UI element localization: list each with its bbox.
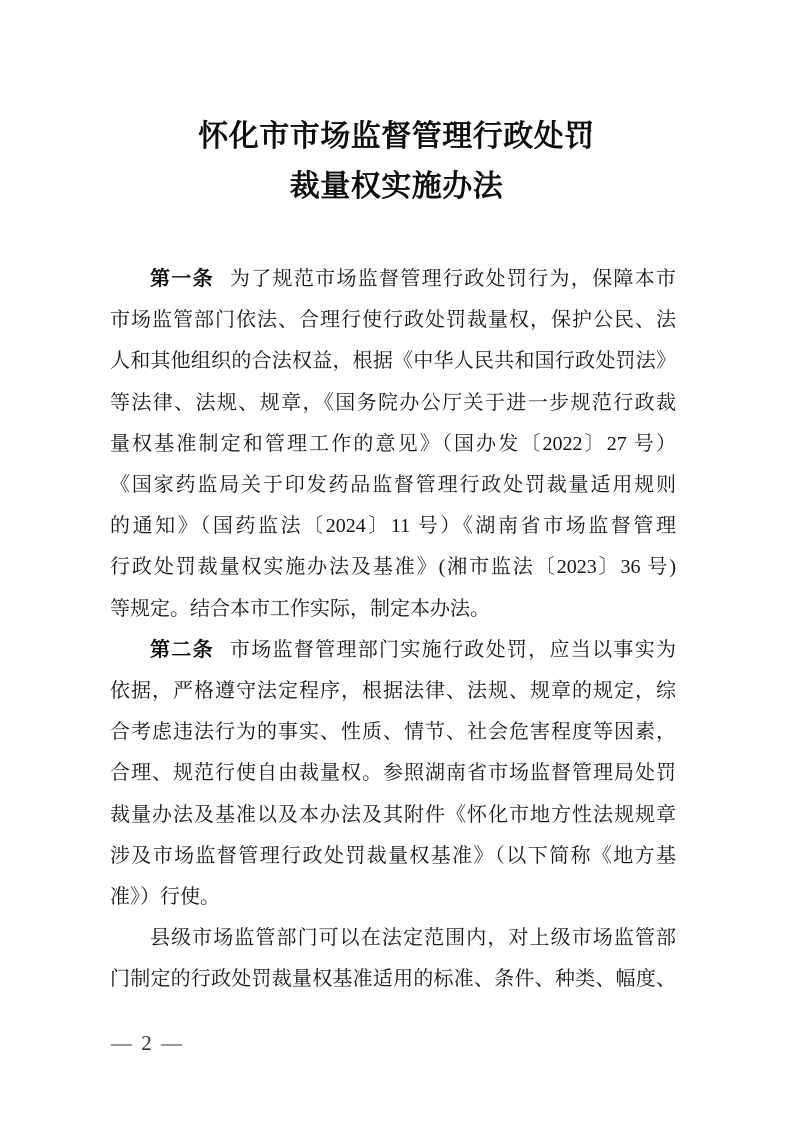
page-number: — 2 — — [111, 1031, 184, 1055]
body-line: 市场监管部门依法、合理行使行政处罚裁量权，保护公民、法 — [110, 309, 676, 332]
article-2-label: 第二条 — [150, 638, 214, 661]
body-line: 等法律、法规、规章，《国务院办公厅关于进一步规范行政裁 — [110, 391, 676, 414]
body-line-text: 市场监督管理部门实施行政处罚，应当以事实为 — [229, 638, 677, 661]
body-line-paragraph-end: 等规定。结合本市工作实际，制定本办法。 — [110, 597, 490, 620]
body-line-article-2 — [110, 630, 676, 671]
body-line: 涉及市场监督管理行政处罚裁量权基准》（以下简称《地方基 — [110, 844, 676, 867]
document-title — [0, 112, 793, 212]
body-line: 门制定的行政处罚裁量权基准适用的标准、条件、种类、幅度、 — [110, 968, 676, 991]
body-line: 依据，严格遵守法定程序，根据法律、法规、规章的规定，综 — [110, 680, 676, 703]
body-line: 的通知》（国药监法〔2024〕11 号）《湖南省市场监督管理 — [110, 515, 676, 538]
body-line: 裁量办法及基准以及本办法及其附件《怀化市地方性法规规章 — [110, 803, 676, 826]
body-line: 合理、规范行使自由裁量权。参照湖南省市场监督管理局处罚 — [110, 762, 676, 785]
body-line: 人和其他组织的合法权益，根据《中华人民共和国行政处罚法》 — [110, 350, 676, 373]
document-body — [110, 259, 676, 1001]
body-line-paragraph-start: 县级市场监管部门可以在法定范围内，对上级市场监管部 — [150, 927, 676, 950]
body-line-article-1 — [110, 259, 676, 300]
body-line-paragraph-end: 准》）行使。 — [110, 886, 220, 909]
body-line: 量权基准制定和管理工作的意见》（国办发〔2022〕27 号） — [110, 432, 676, 455]
body-line: 行政处罚裁量权实施办法及基准》(湘市监法〔2023〕36 号) — [110, 556, 676, 579]
body-line: 合考虑违法行为的事实、性质、情节、社会危害程度等因素， — [110, 721, 676, 744]
body-line: 《国家药监局关于印发药品监督管理行政处罚裁量适用规则 — [110, 474, 676, 497]
body-line-text: 为了规范市场监督管理行政处罚行为，保障本市 — [229, 268, 677, 290]
document-title-line-1: 怀化市市场监督管理行政处罚 — [198, 120, 595, 153]
article-1-label: 第一条 — [150, 268, 214, 290]
page-footer — [111, 1030, 184, 1056]
document-title-line-2: 裁量权实施办法 — [289, 170, 504, 203]
